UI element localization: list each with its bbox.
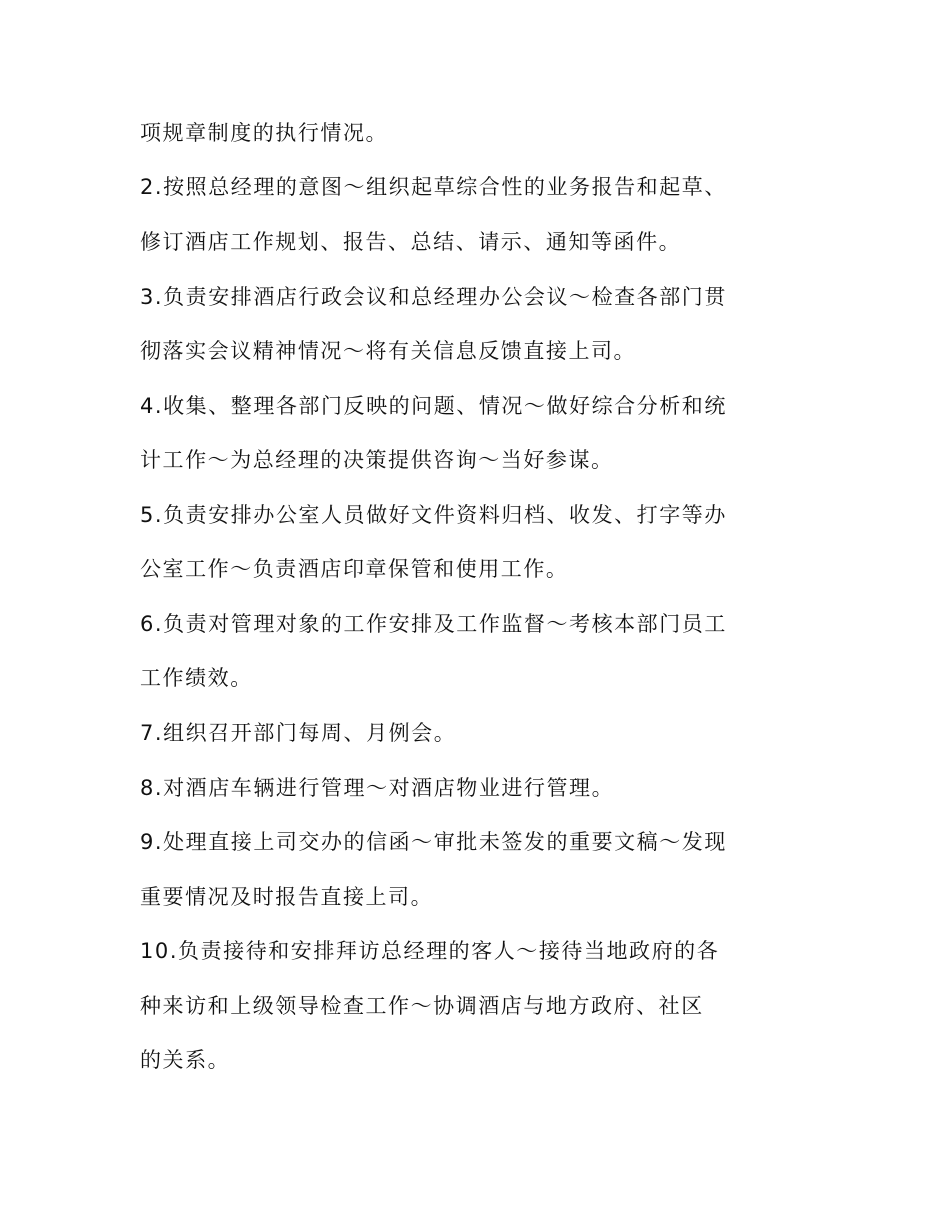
text-line: 10.负责接待和安排拜访总经理的客人～接待当地政府的各 [140,939,720,963]
text-line: 8.对酒店车辆进行管理～对酒店物业进行管理。 [140,776,615,800]
text-line: 修订酒店工作规划、报告、总结、请示、通知等函件。 [140,230,682,254]
text-line: 的关系。 [140,1048,231,1072]
text-line: 彻落实会议精神情况～将有关信息反馈直接上司。 [140,339,637,363]
text-line: 6.负责对管理对象的工作安排及工作监督～考核本部门员工 [140,612,727,636]
text-line: 公室工作～负责酒店印章保管和使用工作。 [140,557,569,581]
text-line: 2.按照总经理的意图～组织起草综合性的业务报告和起草、 [140,175,727,199]
text-line: 7.组织召开部门每周、月例会。 [140,721,457,745]
text-line: 3.负责安排酒店行政会议和总经理办公会议～检查各部门贯 [140,285,727,309]
text-line: 项规章制度的执行情况。 [140,121,389,145]
text-line: 5.负责安排办公室人员做好文件资料归档、收发、打字等办 [140,503,727,527]
text-line: 种来访和上级领导检查工作～协调酒店与地方政府、社区 [140,994,704,1018]
text-line: 9.处理直接上司交办的信函～审批未签发的重要文稿～发现 [140,830,727,854]
text-line: 重要情况及时报告直接上司。 [140,885,434,909]
text-line: 工作绩效。 [140,666,253,690]
text-line: 计工作～为总经理的决策提供咨询～当好参谋。 [140,448,614,472]
text-line: 4.收集、整理各部门反映的问题、情况～做好综合分析和统 [140,394,727,418]
